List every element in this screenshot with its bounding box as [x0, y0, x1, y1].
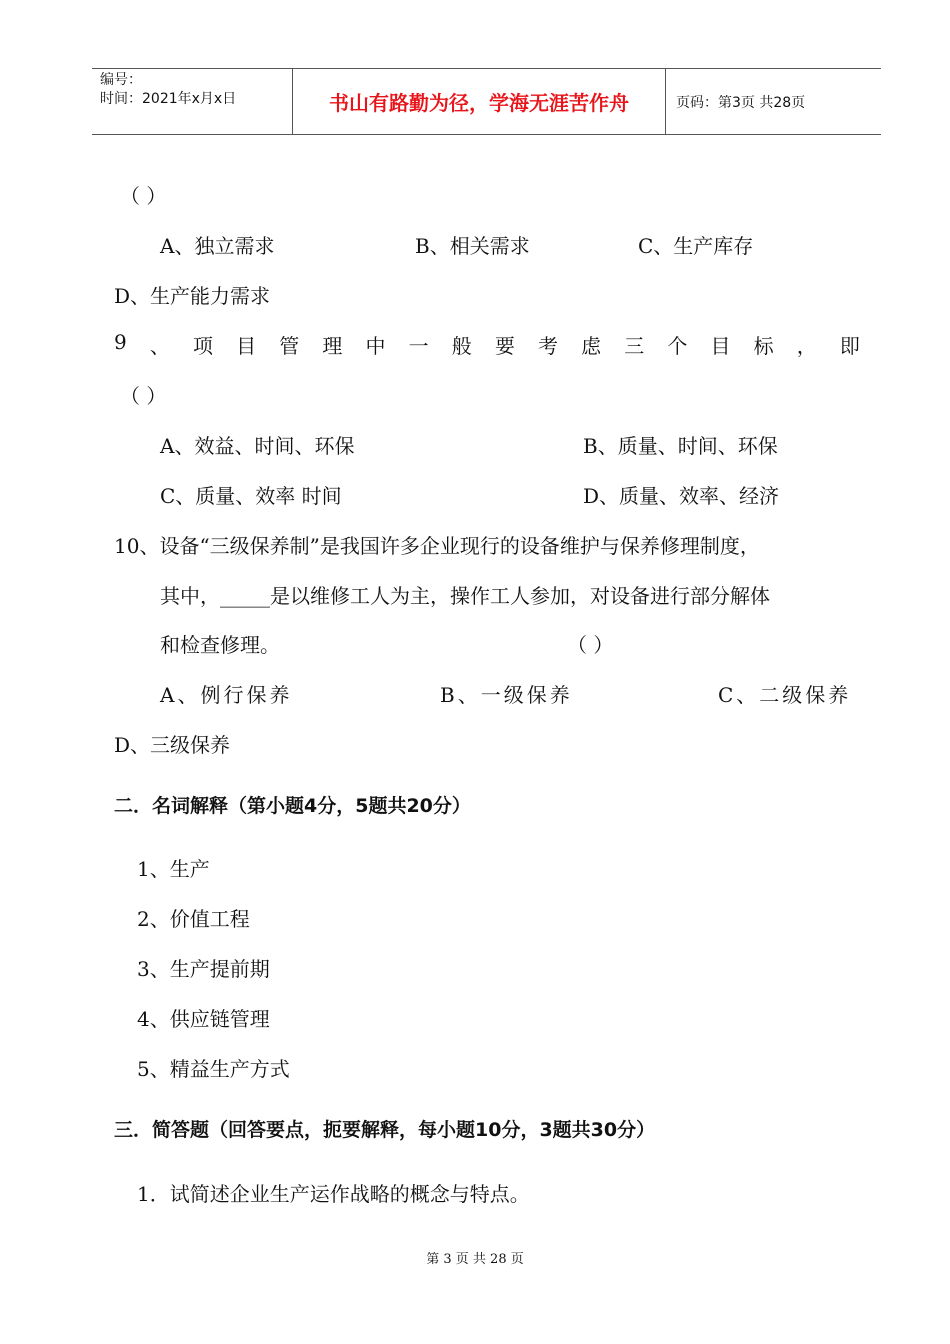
- q10-answer-paren: （ ）: [567, 633, 614, 657]
- q9-stem-char: 、: [149, 334, 170, 358]
- section2-item: 2、价值工程: [137, 907, 250, 931]
- q8-option-a: A、独立需求: [160, 234, 275, 258]
- q9-stem-char: 即: [839, 334, 860, 358]
- motto: 书山有路勤为径，学海无涯苦作舟: [292, 69, 666, 134]
- date-time: 时间：2021年x月x日: [100, 91, 237, 107]
- q8-option-d: D、生产能力需求: [114, 284, 271, 308]
- q9-option-b: B、质量、时间、环保: [583, 434, 778, 458]
- section2-title: 二．名词解释（第小题4分，5题共20分）: [114, 795, 471, 817]
- q10-option-c: C、二级保养: [718, 683, 852, 707]
- q10-stem-line2: 其中，_____是以维修工人为主，操作工人参加，对设备进行部分解体: [160, 584, 770, 608]
- section2-item: 3、生产提前期: [137, 957, 270, 981]
- q9-stem-char: 中: [365, 334, 386, 358]
- q9-stem-char: 虑: [581, 334, 602, 358]
- section2-item: 5、精益生产方式: [137, 1057, 290, 1081]
- q9-option-a: A、效益、时间、环保: [160, 434, 355, 458]
- section3-title: 三．简答题（回答要点，扼要解释，每小题10分，3题共30分）: [114, 1119, 656, 1141]
- q10-option-d: D、三级保养: [114, 733, 231, 757]
- serial-number: 编号：: [100, 72, 142, 88]
- q10-stem-line1: 10、设备“三级保养制”是我国许多企业现行的设备维护与保养修理制度，: [114, 534, 760, 558]
- q9-stem-char: 要: [494, 334, 515, 358]
- q9-stem-char: 目: [236, 334, 257, 358]
- page-footer: 第 3 页 共 28 页: [426, 1252, 524, 1267]
- header-left: [92, 69, 292, 134]
- q9-stem-char: 项: [192, 334, 213, 358]
- section3-item: 1．试简述企业生产运作战略的概念与特点。: [137, 1182, 530, 1206]
- q10-stem-line3: 和检查修理。: [160, 633, 280, 657]
- q9-answer-paren: （ ）: [120, 384, 167, 408]
- page-header: [92, 68, 881, 135]
- q9-stem-char: ，: [796, 334, 817, 358]
- q9-stem-char: 般: [451, 334, 472, 358]
- section2-item: 1、生产: [137, 857, 210, 881]
- q9-stem-char: 个: [667, 334, 688, 358]
- q9-stem-char: 目: [710, 334, 731, 358]
- q9-stem-char: 标: [753, 334, 774, 358]
- q9-stem-char: 理: [322, 334, 343, 358]
- q9-stem-char: 9: [114, 330, 127, 354]
- q9-option-c: C、质量、效率 时间: [160, 484, 342, 508]
- q9-stem-char: 管: [279, 334, 300, 358]
- page-info: 页码：第3页 共28页: [676, 94, 806, 111]
- q8-option-b: B、相关需求: [415, 234, 530, 258]
- q8-answer-paren: （ ）: [120, 184, 167, 208]
- section2-item: 4、供应链管理: [137, 1007, 270, 1031]
- q10-option-a: A、例行保养: [160, 683, 293, 707]
- q8-option-c: C、生产库存: [638, 234, 754, 258]
- q9-stem-char: 考: [537, 334, 558, 358]
- q9-stem: [114, 330, 860, 359]
- q9-option-d: D、质量、效率、经济: [583, 484, 780, 508]
- q9-stem-char: 三: [624, 334, 645, 358]
- q10-option-b: B、一级保养: [440, 683, 573, 707]
- q9-stem-char: 一: [408, 334, 429, 358]
